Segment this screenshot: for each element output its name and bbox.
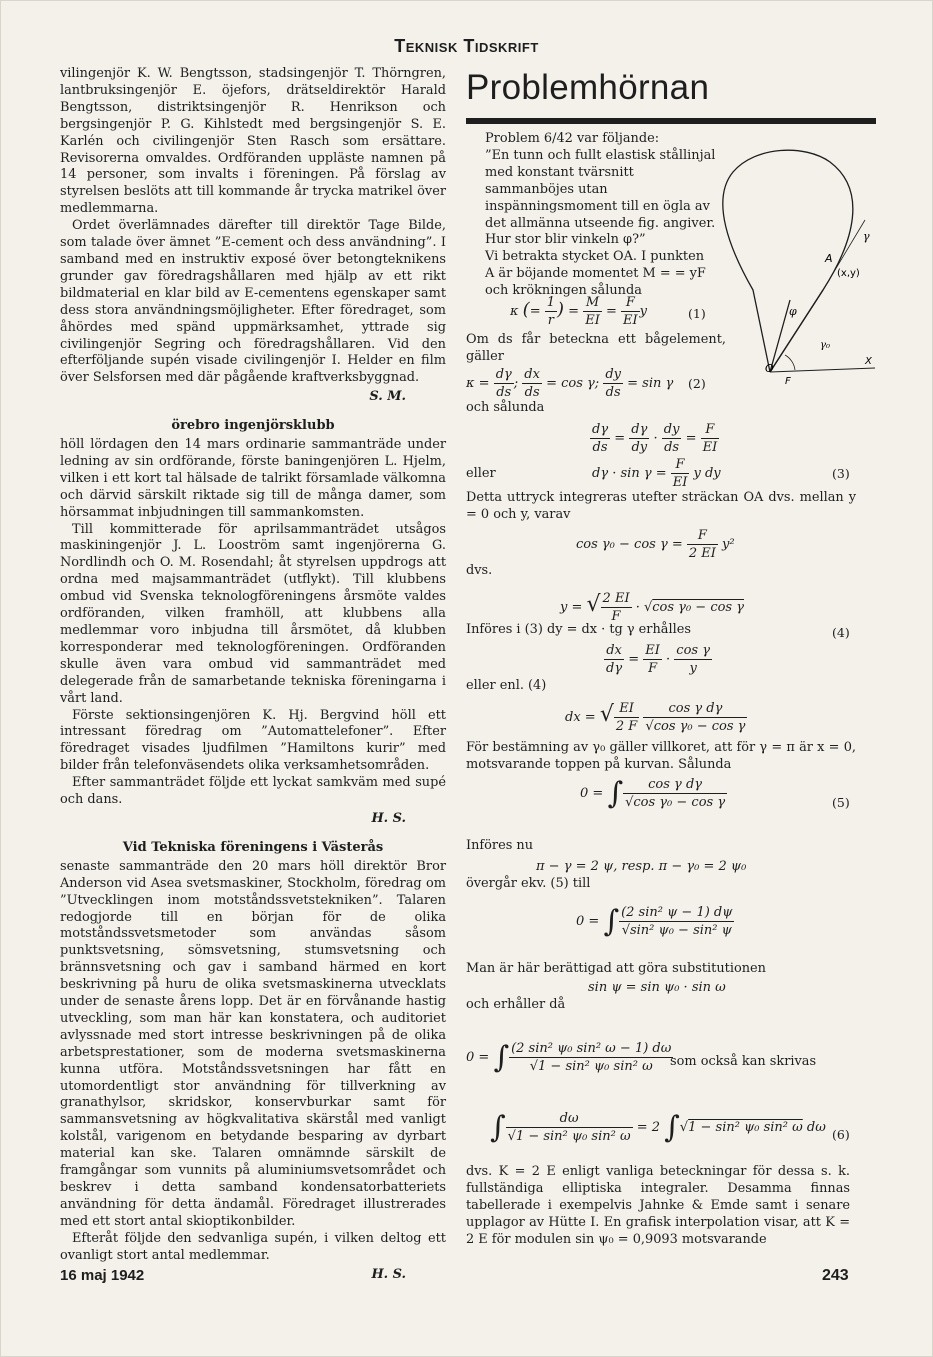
paragraph: Införes i (3) dy = dx · tg γ erhålles <box>466 622 691 637</box>
equation-number: (4) <box>832 625 850 640</box>
footer-date: 16 maj 1942 <box>60 1267 145 1284</box>
paragraph: vilingenjör K. W. Bengtsson, stadsingenjör T. Thörngren, lantbruksingenjör E. öjefors, drätseldirektör Harald Bengtsson, distriktsingenjör R. Henrikson och bergsingenjör P. G. Kihlstedt med bergsingenjör S. E. Karlén och civilingenjör Sten Rasch som ersättare. Revisorerna omvaldes. Ordföranden uppläste namnen på 14 personer, som invalts i föreningen. På förslag av styrelsen beslöts att till kommande år trycka matrikel över medlemmarna. <box>60 66 446 217</box>
paragraph: Man är här berättigad att göra substitutionen <box>466 961 766 976</box>
paragraph: höll lördagen den 14 mars ordinarie sammanträde under ledning av sin ordförande, förste baningenjören L. Hjelm, vilken i ett kort tal hälsade de talrikt församlade välkomna och därvid särskilt riktade sig till de många damer, som hörsammat inbjudningen till sammankomsten. <box>60 437 446 520</box>
left-column <box>60 66 446 1287</box>
equation-cos: cos γ₀ − cos γ = $\frac{F}{2 EI}$ y² <box>576 528 735 561</box>
section-heading: örebro ingenjörsklubb <box>171 418 335 434</box>
equation-5b: 0 = ∫ $\frac{\text{(2 sin² ψ − 1) dψ}}{\text{√sin² ψ₀ − sin² ψ}}$ <box>576 904 733 939</box>
paragraph: Införes nu <box>466 838 534 853</box>
equation-number: (3) <box>832 466 850 481</box>
equation-number: (6) <box>832 1127 850 1142</box>
label-X: X <box>865 356 872 367</box>
page-number: 243 <box>822 1267 849 1284</box>
equation-dx: dx = √ $\frac{EI}{2 F}$ $\frac{\text{cos γ dγ}}{\text{√cos γ₀ − cos γ}}$ <box>565 701 746 734</box>
paragraph: övergår ekv. (5) till <box>466 876 591 891</box>
equation-5: 0 = ∫ $\frac{\text{cos γ dγ}}{\text{√cos γ₀ − cos γ}}$ <box>580 776 726 811</box>
page-title: Problemhörnan <box>466 68 710 107</box>
equation-chain: $\frac{d\gamma}{ds}$ = $\frac{d\gamma}{dy}$ · $\frac{dy}{ds}$ = $\frac{F}{EI}$ <box>592 422 718 455</box>
label-gamma: γ <box>863 230 870 243</box>
paragraph: eller <box>466 466 496 481</box>
paragraph: Problem 6/42 var följande: <box>485 131 660 146</box>
loop-right-branch <box>770 290 823 372</box>
problem-intro <box>485 131 717 300</box>
equation-dxdg: $\frac{dx}{d\gamma}$ = $\frac{EI}{F}$ · $\frac{\text{cos γ}}{y}$ <box>606 643 710 676</box>
equation-sin: sin ψ = sin ψ₀ · sin ω <box>588 980 726 995</box>
paragraph: Om ds får beteckna ett bågelement, gäller <box>466 332 726 364</box>
equation-number: (5) <box>832 795 850 810</box>
section-heading: Vid Tekniska föreningens i Västerås <box>122 839 384 855</box>
equation-subst: π − γ = 2 ψ, resp. π − γ₀ = 2 ψ₀ <box>536 859 747 874</box>
paragraph: Ordet överlämnades därefter till direktör Tage Bilde, som talade över ämnet ”E-cement och dess användning”. I samband med en instruktiv exposé över betongteknikens grunder gav föredragshållaren med hjälp av ett rikt bildmaterial en klar bild av E-cementens egenskaper samt dess stora användningsmöjligheter. Efter föredraget, som åhördes med spänd uppmärksamhet, yttrade sig civilingenjör Segring och föredragshållaren. Vid den efterföljande supén visade civilingenjör I. Helder en film över Selsforsen med där pågående kraftverksbyggnad. <box>60 218 446 386</box>
paragraph: Efter sammanträdet följde ett lyckat samkväm med supé och dans. <box>60 775 446 808</box>
paragraph: senaste sammanträde den 20 mars höll direktör Bror Anderson vid Asea svetsmaskiner, Stockholm, föredrag om ”Utvecklingen inom motståndssvetstekniken”. Talaren redogjorde till en början för de olika motståndssvetsmetoder som användas såsom punktsvetsning, sömsvetsning, stumsvetsning och brännsvetsning och gav i samband härmed en kort beskrivning på huru de olika svetsmaskinerna utvecklats under de senaste årens lopp. Det är en förvånande hastig utveckling, som man här kan konstatera, och auditoriet avlyssnade med stort intresse beskrivningen på de olika arbetsprestationer, som de moderna svetsmaskinerna kunna utföra. Motståndssvetsningen har fått en utomordentligt stor användning för tillverkning av granathylsor, skridskor, konservburkar samt för sammansvetsning av högkvalitativa skärstål med vanligt kolstål, varigenom en betydande besparing av dyrbart material kan ske. Talaren omnämnde särskilt de framgångar som vunnits på aluminiumsvetsområdet och beskrev i detta samband kondensatorbatteriets användning för detta ändamål. Föredraget illustrerades med ett stort antal skioptikonbilder. <box>60 858 446 1229</box>
equation-number: (2) <box>688 376 706 391</box>
paragraph: dvs. K = 2 E enligt vanliga beteckningar för dessa s. k. fullständiga elliptiska integraler. Desamma finnas tabellerade i exempelvis Jahnke & Emde samt i senare upplagor av Hütte I. En grafisk interpolation visar, att K = 2 E för modulen sin ψ₀ = 0,9093 motsvarande <box>466 1164 850 1247</box>
paragraph: som också kan skrivas <box>670 1054 817 1069</box>
paragraph: Efteråt följde den sedvanliga supén, i vilken deltog ett ovanligt stort antal medlemmar. <box>60 1230 446 1263</box>
paragraph: Förste sektionsingenjören K. Hj. Bergvind höll ett intressant föredrag om ”Automattelefoner”. Efter föredraget visades ljudfilmen ”Hamiltons kurir” med bilder från telefonväsendets olika verksamhetsområden. <box>60 707 446 774</box>
equation-number: (1) <box>688 306 706 321</box>
label-O: O <box>765 362 774 375</box>
label-gamma0: γ₀ <box>820 340 830 351</box>
label-phi: φ <box>789 305 797 318</box>
loop-figure <box>715 140 880 385</box>
paragraph: Vi betrakta stycket OA. I punkten A är böjande momentet M = = yF och krökningen sålunda <box>485 249 706 299</box>
x-axis <box>770 368 875 372</box>
paragraph: ”En tunn och fullt elastisk stållinjal med konstant tvärsnitt sammanböjes utan inspänningsmoment till en ögla av det allmänna utseende fig. angiver. Hur stor blir vinkeln φ?” <box>485 147 716 248</box>
signature: S. M. <box>369 389 406 405</box>
masthead: Teknisk Tidskrift <box>394 36 539 56</box>
equation-omega: 0 = ∫ $\frac{\text{(2 sin² ψ₀ sin² ω − 1) dω}}{\text{√1 − sin² ψ₀ sin² ω}}$ <box>466 1040 672 1075</box>
equation-1: κ (= $\frac{1}{r}$ ) = $\frac{M}{EI}$ = $\frac{F}{EI}$ y <box>510 295 647 328</box>
label-F: F <box>785 376 791 385</box>
equation-6: ∫ $\frac{d\omega}{\text{√1 − sin² ψ₀ sin² ω}}$ = 2 ∫√1 − sin² ψ₀ sin² ω dω <box>490 1110 826 1145</box>
equation-2: κ = $\frac{d\gamma}{ds}$ ; $\frac{dx}{ds}$ = cos γ; $\frac{dy}{ds}$ = sin γ <box>466 367 674 400</box>
equation-4: y = √ $\frac{2 EI}{F}$ · √cos γ₀ − cos γ <box>560 591 744 624</box>
paragraph: och erhåller då <box>466 997 566 1012</box>
paragraph: För bestämning av γ₀ gäller villkoret, att för γ = π är x = 0, motsvarande toppen på kurvan. Sålunda <box>466 740 856 772</box>
label-A: A <box>825 252 833 265</box>
paragraph: dvs. <box>466 563 493 578</box>
signature: H. S. <box>371 1266 406 1282</box>
paragraph: eller enl. (4) <box>466 678 547 693</box>
paragraph: Till kommitterade för aprilsammanträdet utsågos maskiningenjör J. L. Looström samt ingenjörerna G. Nordlindh och O. M. Rosendahl; åt styrelsen uppdrogs att ordna med majsammanträdet (utflykt). Till klubbens ombud vid Svenska teknologföreningens årsmöte valdes ordföranden, vilken framhöll, att klubbens alla medlemmar voro inbjudna till årsmötet, då klubben korresponderar med teknologföreningen. Ordföranden skulle även vara ombud vid sammanträdet med delegerade från de samarbetande tekniska föreningarna i vårt land. <box>60 521 446 706</box>
paragraph: och sålunda <box>466 400 545 415</box>
title-rule <box>466 118 876 124</box>
angle-arc <box>785 355 795 370</box>
paragraph: Detta uttryck integreras utefter sträckan OA dvs. mellan y = 0 och y, varav <box>466 490 856 522</box>
signature: H. S. <box>371 810 406 826</box>
loop-curve <box>723 150 853 372</box>
equation-3: dγ · sin γ = $\frac{F}{EI}$ y dy <box>592 457 721 490</box>
label-xy: (x,y) <box>837 268 860 279</box>
